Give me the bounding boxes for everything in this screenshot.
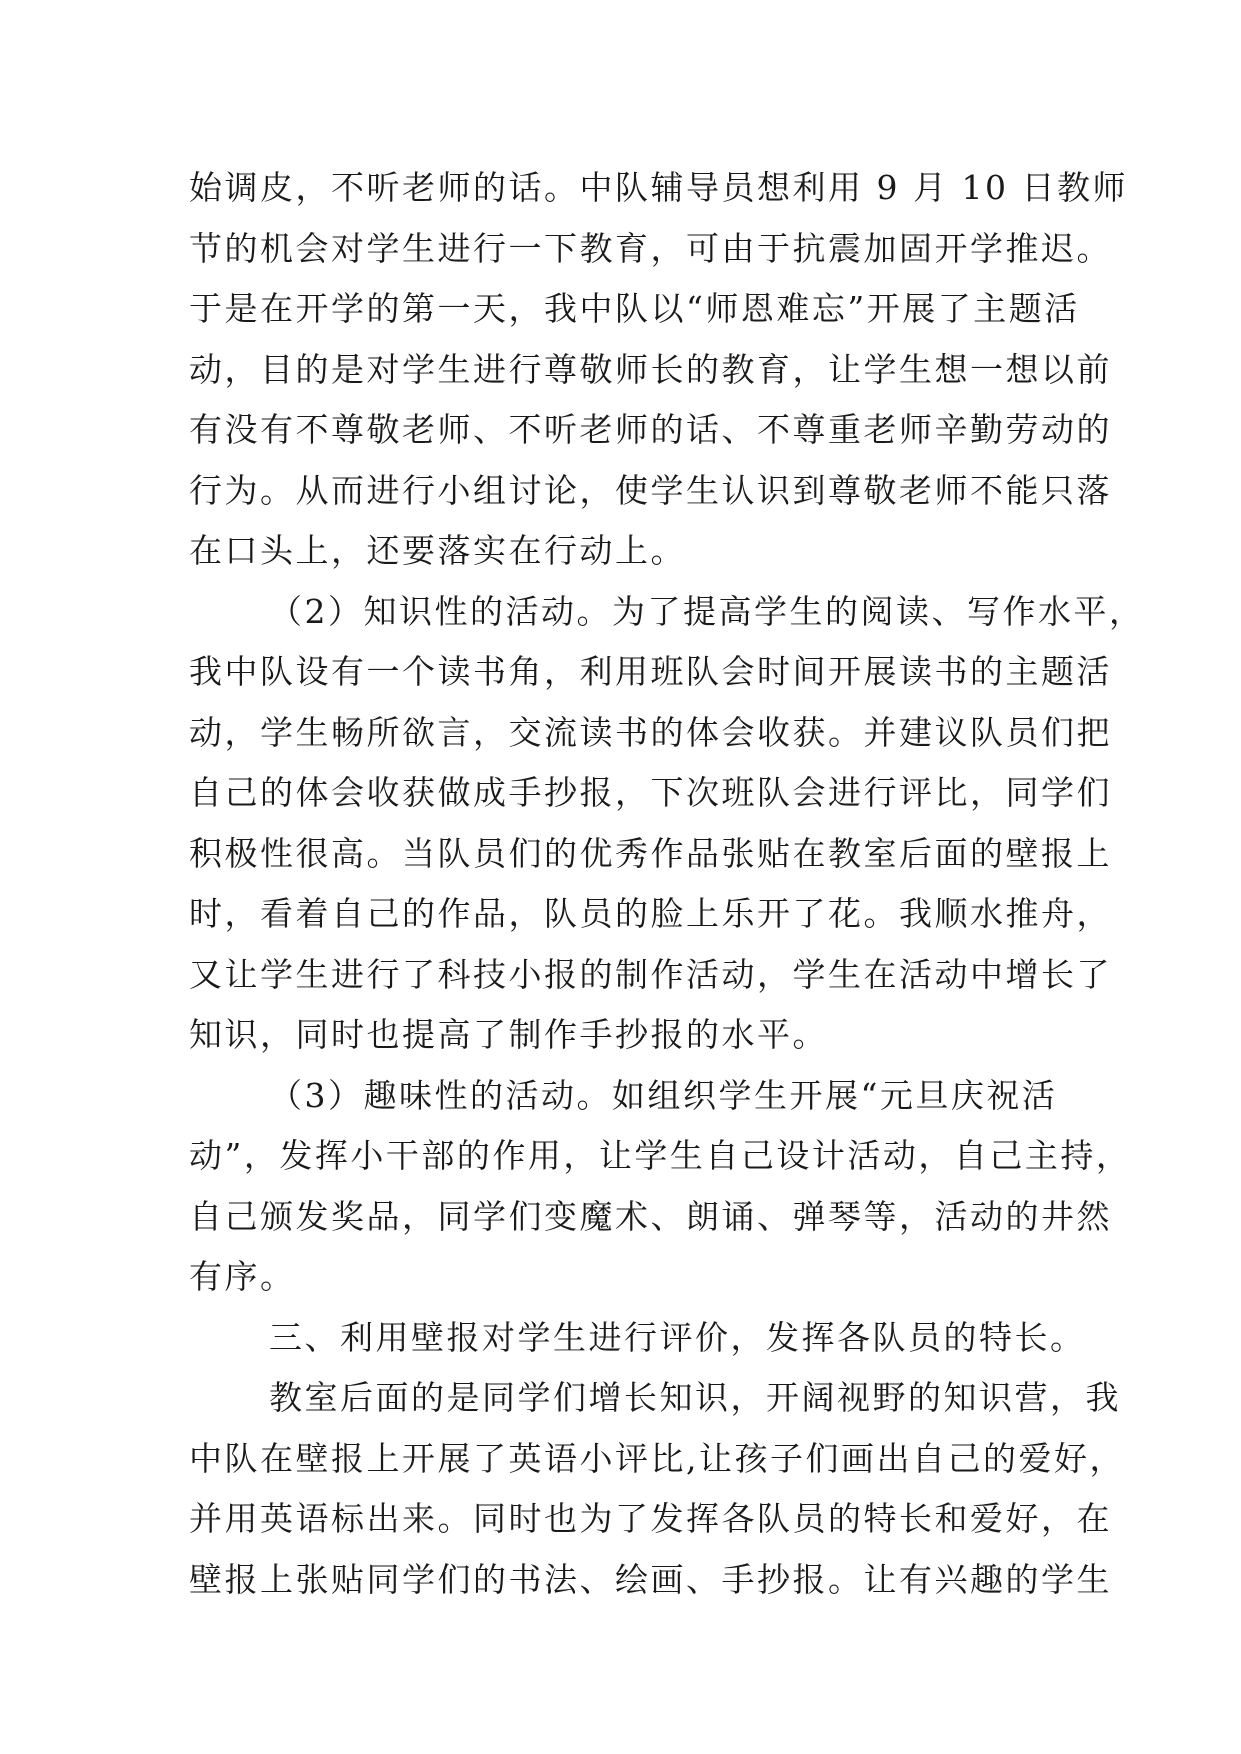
text-line: 有没有不尊敬老师、不听老师的话、不尊重老师辛勤劳动的 xyxy=(189,410,1112,449)
text-line: 中队在壁报上开展了英语小评比,让孩子们画出自己的爱好， xyxy=(189,1438,1125,1478)
text-line: 动，目的是对学生进行尊敬师长的教育，让学生想一想以前 xyxy=(189,349,1112,389)
text-line: 我中队设有一个读书角，利用班队会时间开展读书的主题活 xyxy=(189,652,1112,691)
text-line: 壁报上张贴同学们的书法、绘画、手抄报。让有兴趣的学生 xyxy=(189,1559,1112,1599)
text-line: 知识，同时也提高了制作手抄报的水平。 xyxy=(189,1015,828,1054)
document-body xyxy=(189,158,1145,1610)
text-line: 节的机会对学生进行一下教育，可由于抗震加固开学推迟。 xyxy=(189,228,1112,268)
text-line: 时，看着自己的作品，队员的脸上乐开了花。我顺水推舟， xyxy=(189,894,1112,933)
text-line: 三、利用壁报对学生进行评价，发挥各队员的特长。 xyxy=(269,1317,1086,1357)
text-line: 行为。从而进行小组讨论，使学生认识到尊敬老师不能只落 xyxy=(189,470,1112,510)
text-line: 有序。 xyxy=(189,1257,296,1296)
text-line: 动”，发挥小干部的作用，让学生自己设计活动，自己主持， xyxy=(189,1136,1132,1175)
text-line: 始调皮，不听老师的话。中队辅导员想利用 9 月 10 日教师 xyxy=(189,168,1128,207)
text-line: 动，学生畅所欲言，交流读书的体会收获。并建议队员们把 xyxy=(189,712,1112,752)
text-line: 教室后面的是同学们增长知识，开阔视野的知识营，我 xyxy=(269,1378,1121,1417)
text-line: （3）趣味性的活动。如组织学生开展“元旦庆祝活 xyxy=(269,1075,1058,1115)
text-line: （2）知识性的活动。为了提高学生的阅读、写作水平， xyxy=(269,591,1145,631)
text-line: 积极性很高。当队员们的优秀作品张贴在教室后面的壁报上 xyxy=(189,833,1112,873)
text-line: 在口头上，还要落实在行动上。 xyxy=(189,531,686,570)
text-line: 并用英语标出来。同时也为了发挥各队员的特长和爱好，在 xyxy=(189,1499,1112,1538)
text-line: 于是在开学的第一天，我中队以“师恩难忘”开展了主题活 xyxy=(189,289,1080,328)
text-line: 自己颁发奖品，同学们变魔术、朗诵、弹琴等，活动的井然 xyxy=(189,1196,1112,1236)
text-line: 自己的体会收获做成手抄报，下次班队会进行评比，同学们 xyxy=(189,773,1112,812)
text-line: 又让学生进行了科技小报的制作活动，学生在活动中增长了 xyxy=(189,954,1112,994)
